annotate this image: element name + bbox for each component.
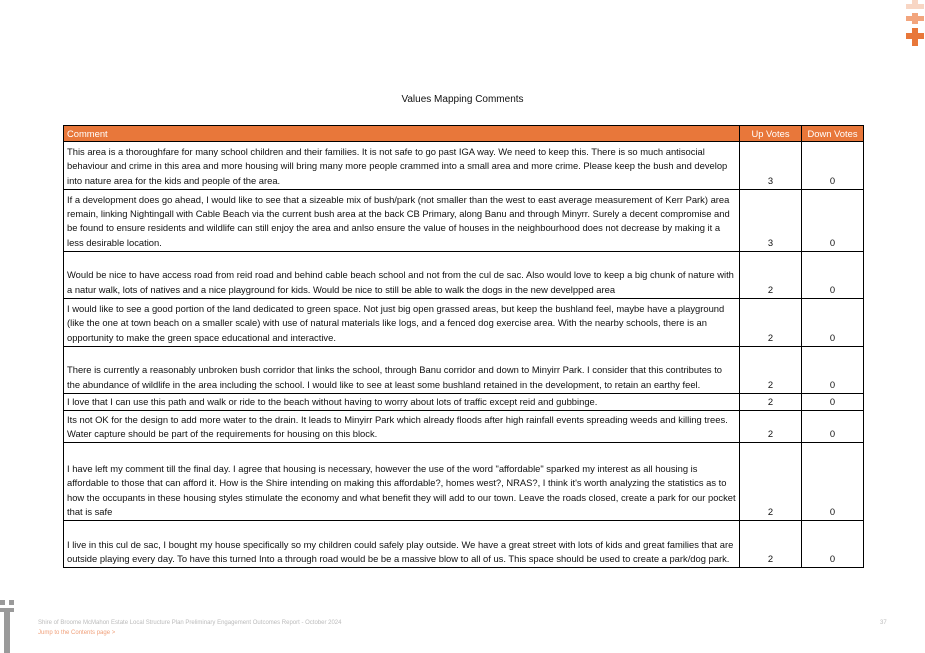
comment-cell: I live in this cul de sac, I bought my house specifically so my children could safely play outside. We have a great street with lots of kids and great families that are outside playing every day. To have this turned Into a through road would be be a massive blow to all of us. This space should be used to create a park/dog park. [64,521,740,568]
down-votes-cell: 0 [802,443,864,521]
side-logo-icon [0,600,16,653]
comment-cell: I have left my comment till the final day. I agree that housing is necessary, however the use of the word "affordable" sparked my interest as all housing is affordable to those that can afford it. How is the Shire intending on making this affordable?, homes west?, NRAS?, I think it's worth analyzing the statistics as to how the occupants in these housing styles stimulate the economy and what benefit they will add to our town. Leave the roads closed, create a park for our pocket that is safe [64,443,740,521]
down-votes-cell: 0 [802,299,864,347]
table-row [64,521,864,568]
up-votes-cell: 2 [740,252,802,299]
table-row [64,252,864,299]
shire-logo-icon [905,0,925,48]
down-votes-cell: 0 [802,521,864,568]
contents-link[interactable]: Jump to the Contents page > [38,630,116,636]
comment-cell: Would be nice to have access road from reid road and behind cable beach school and not from the cul de sac. Also would love to keep a big chunk of nature with a natur walk, lots of natives and a nice playground for kids. Would be nice to still be able to walk the dogs in the new develpped area [64,252,740,299]
up-votes-cell: 2 [740,443,802,521]
up-votes-cell: 2 [740,299,802,347]
table-row [64,190,864,252]
comments-table [63,125,864,568]
comment-cell: This area is a thoroughfare for many school children and their families. It is not safe to go past IGA way. We need to keep this. There is so much antisocial behaviour and crime in this area and more housing will bring many more people crammed into a small area and more crime. Please keep the bush and develop into nature area for the kids and people of the area. [64,142,740,190]
comment-cell: I would like to see a good portion of the land dedicated to green space. Not just big open grassed areas, but keep the bushland feel, maybe have a playground (like the one at town beach on a smaller scale) with use of natural materials like logs, and a fenced dog exercise area. With the nearby schools, there is an opportunity to make the green space educational and interactive. [64,299,740,347]
up-votes-cell: 2 [740,347,802,394]
down-votes-cell: 0 [802,142,864,190]
down-votes-cell: 0 [802,394,864,411]
column-header-down-votes: Down Votes [802,126,864,142]
up-votes-cell: 2 [740,394,802,411]
table-row [64,347,864,394]
table-row [64,299,864,347]
table-row [64,394,864,411]
up-votes-cell: 3 [740,142,802,190]
column-header-up-votes: Up Votes [740,126,802,142]
table-header-row [64,126,864,142]
down-votes-cell: 0 [802,252,864,299]
table-row [64,142,864,190]
down-votes-cell: 0 [802,190,864,252]
table-row [64,443,864,521]
page-number: 37 [880,620,887,626]
comment-cell: I love that I can use this path and walk or ride to the beach without having to worry about lots of traffic except reid and gubbinge. [64,394,740,411]
page-title: Values Mapping Comments [401,94,524,105]
comment-cell: If a development does go ahead, I would like to see that a sizeable mix of bush/park (not smaller than the west to east average measurement of Kerr Park) area remain, linking Nightingall with Cable Beach via the current bush area at the back CB Primary, along Banu and through Minyrr. Surely a decent compromise and be found to ensure residents and wildlife can still enjoy the area and anlso ensure the value of houses in the neighbourhood does not decrease by making it a less desirable location. [64,190,740,252]
table-row [64,411,864,443]
up-votes-cell: 2 [740,411,802,443]
column-header-comment: Comment [64,126,740,142]
comment-cell: Its not OK for the design to add more water to the drain. It leads to Minyirr Park which already floods after high rainfall events spreading weeds and killing trees. Water capture should be part of the requirements for housing on this block. [64,411,740,443]
comment-cell: There is currently a reasonably unbroken bush corridor that links the school, through Banu corridor and down to Minyirr Park. I consider that this contributes to the abundance of wildlife in the area including the school. I would like to see at least some bushland retained in the development, to retain an earthy feel. [64,347,740,394]
up-votes-cell: 3 [740,190,802,252]
down-votes-cell: 0 [802,411,864,443]
up-votes-cell: 2 [740,521,802,568]
down-votes-cell: 0 [802,347,864,394]
footer-report-title: Shire of Broome McMahon Estate Local Structure Plan Preliminary Engagement Outcomes Report - October 2024 [38,620,342,626]
